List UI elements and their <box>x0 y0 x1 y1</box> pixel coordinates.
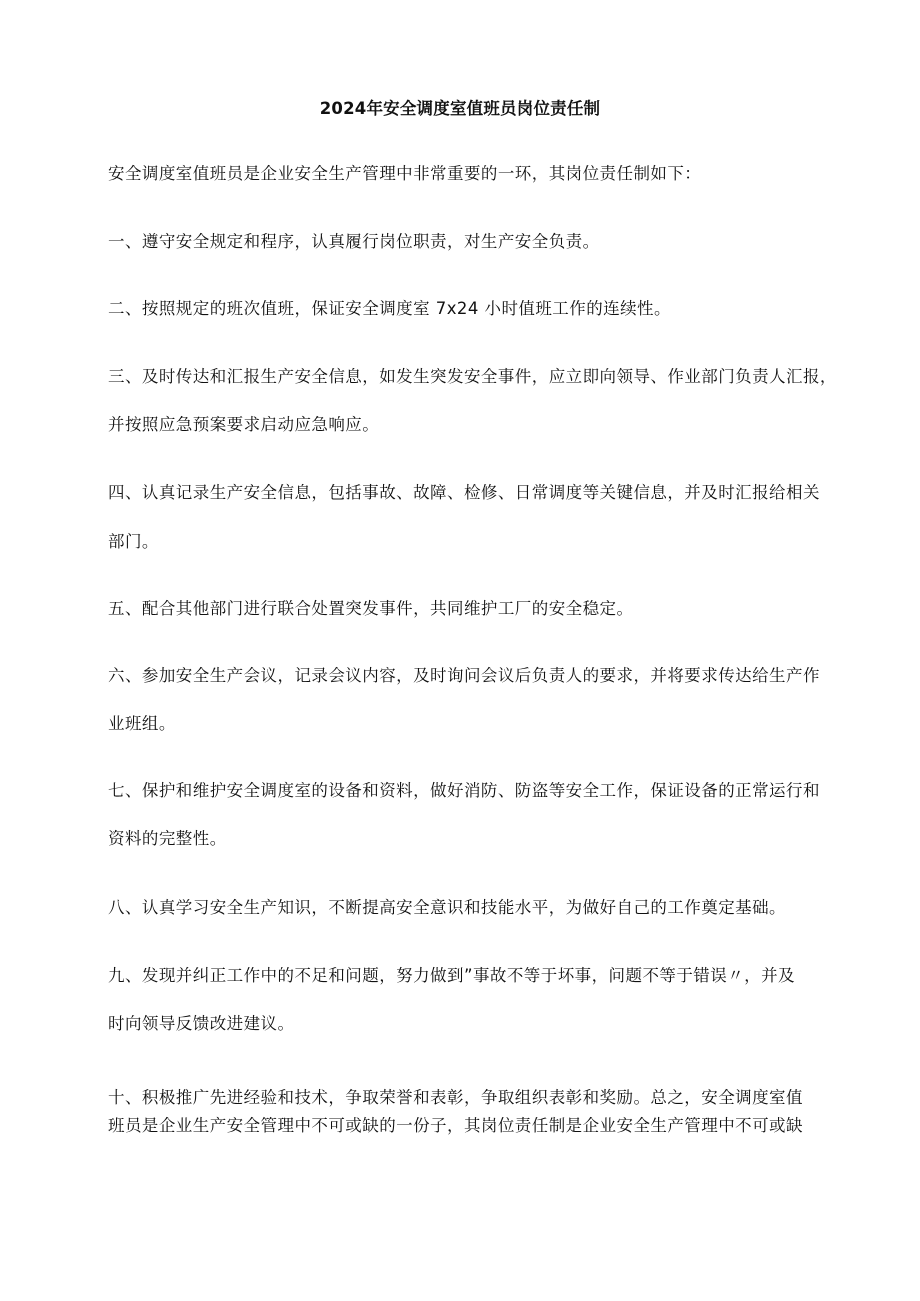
paragraph-line: 并按照应急预案要求启动应急响应。 <box>108 415 380 434</box>
paragraph-line: 三、及时传达和汇报生产安全信息，如发生突发安全事件，应立即向领导、作业部门负责人汇报， <box>108 367 837 386</box>
paragraph-line: 时向领导反馈改进建议。 <box>108 1014 295 1033</box>
item-10-cont <box>108 1114 820 1138</box>
item-5 <box>108 597 820 621</box>
item-3-cont <box>108 413 820 437</box>
paragraph-line: 八、认真学习安全生产知识，不断提高安全意识和技能水平，为做好自己的工作奠定基础。 <box>108 898 786 917</box>
item-9-cont <box>108 1012 820 1036</box>
item-4-cont <box>108 530 820 554</box>
paragraph-line: 一、遵守安全规定和程序，认真履行岗位职责，对生产安全负责。 <box>108 232 600 251</box>
paragraph-line: 业班组。 <box>108 714 176 733</box>
item-3 <box>108 365 837 389</box>
paragraph-line: 班员是企业生产安全管理中不可或缺的一份子，其岗位责任制是企业安全生产管理中不可或缺 <box>108 1116 803 1135</box>
paragraph-line: 二、按照规定的班次值班，保证安全调度室 7x24 小时值班工作的连续性。 <box>108 299 671 318</box>
item-7 <box>108 779 820 803</box>
item-4 <box>108 481 820 505</box>
paragraph-line: 安全调度室值班员是企业安全生产管理中非常重要的一环，其岗位责任制如下： <box>108 164 702 183</box>
item-2 <box>108 297 820 321</box>
item-1 <box>108 230 820 254</box>
paragraph-line: 九、发现并纠正工作中的不足和问题，努力做到”事故不等于坏事，问题不等于错误〃，并及 <box>108 966 795 985</box>
document-title: 2024年安全调度室值班员岗位责任制 <box>319 99 601 118</box>
paragraph-line: 六、参加安全生产会议，记录会议内容，及时询问会议后负责人的要求，并将要求传达给生产作 <box>108 666 820 685</box>
item-9 <box>108 964 820 988</box>
paragraph-line: 四、认真记录生产安全信息，包括事故、故障、检修、日常调度等关键信息，并及时汇报给相关 <box>108 483 820 502</box>
paragraph-line: 部门。 <box>108 532 159 551</box>
item-6 <box>108 664 820 688</box>
paragraph-line: 五、配合其他部门进行联合处置突发事件，共同维护工厂的安全稳定。 <box>108 599 634 618</box>
paragraph-line: 十、积极推广先进经验和技术，争取荣誉和表彰，争取组织表彰和奖励。总之，安全调度室值 <box>108 1088 803 1107</box>
item-7-cont <box>108 827 820 851</box>
item-8 <box>108 896 820 920</box>
item-6-cont <box>108 712 820 736</box>
item-10 <box>108 1086 820 1110</box>
paragraph-line: 七、保护和维护安全调度室的设备和资料，做好消防、防盗等安全工作，保证设备的正常运行和 <box>108 781 820 800</box>
intro-paragraph <box>108 162 820 186</box>
paragraph-line: 资料的完整性。 <box>108 829 227 848</box>
